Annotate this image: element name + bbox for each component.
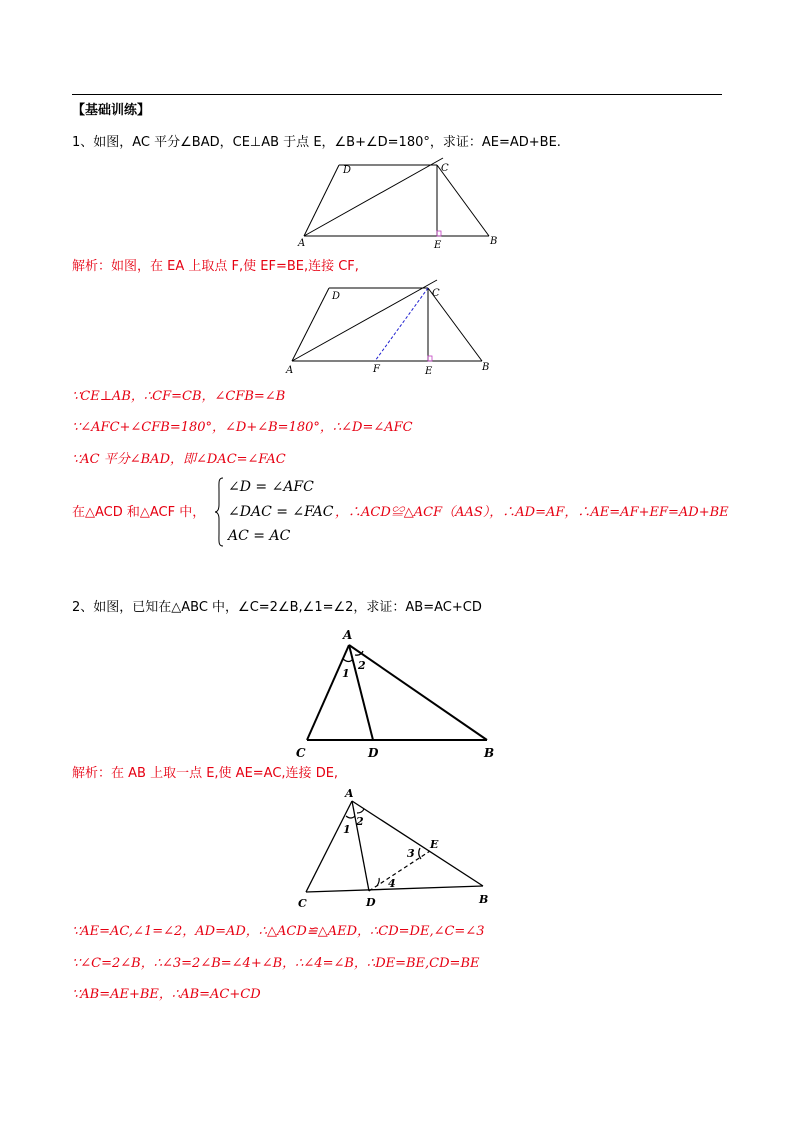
q1-system-prefix: 在△ACD 和△ACF 中，: [72, 505, 206, 520]
q2-fig2-label-c: C: [298, 897, 307, 910]
q1-prompt: 1、如图，AC 平分∠BAD，CE⊥AB 于点 E，∠B+∠D=180°，求证：AE=AD+BE.: [72, 135, 561, 150]
q2-figure-2: [290, 785, 500, 910]
q1-fig1-label-c: C: [441, 163, 449, 174]
q2-step-2: ∵∠C=2∠B，∴∠3=2∠B=∠4+∠B，∴∠4=∠B，∴DE=BE,CD=BE: [72, 956, 480, 971]
q1-fig2-segment-ad: [292, 288, 329, 361]
q2-fig2-angle-arc-1: [346, 816, 355, 818]
section-title: 【基础训练】: [72, 103, 151, 118]
q2-fig1-label-a: A: [343, 628, 353, 642]
q2-fig2-label-e: E: [430, 838, 439, 851]
q2-fig1-label-d: D: [368, 746, 379, 760]
q1-system-line-2: ∠DAC = ∠FAC: [228, 504, 334, 520]
q2-figure-1: [290, 625, 505, 765]
q2-fig2-label-1: 1: [343, 823, 351, 836]
q1-fig1-label-e: E: [434, 240, 442, 250]
q1-system-brace: [214, 477, 224, 547]
q2-prompt: 2、如图，已知在△ABC 中，∠C=2∠B,∠1=∠2，求证：AB=AC+CD: [72, 600, 482, 615]
q2-fig1-angle-arc-1: [343, 659, 353, 662]
q1-fig2-segment-cf: [375, 288, 428, 361]
q1-fig2-label-b: B: [482, 362, 490, 373]
q2-fig2-label-3: 3: [407, 847, 415, 860]
q2-fig1-label-c: C: [296, 746, 306, 760]
q1-fig2-label-e: E: [425, 366, 433, 377]
q1-fig1-label-d: D: [343, 165, 352, 176]
q1-fig1-segment-cb: [437, 165, 489, 236]
q1-figure-1: [290, 155, 510, 250]
q1-system-line-1: ∠D = ∠AFC: [228, 479, 314, 495]
q1-fig1-label-a: A: [298, 238, 306, 249]
q2-step-3: ∵AB=AE+BE，∴AB=AC+CD: [72, 987, 261, 1002]
q1-step-2: ∵∠AFC+∠CFB=180°，∠D+∠B=180°，∴∠D=∠AFC: [72, 420, 413, 435]
q1-step-1: ∵CE⊥AB，∴CF=CB，∠CFB=∠B: [72, 389, 286, 404]
q2-fig2-angle-arc-2: [357, 809, 364, 813]
q1-fig2-label-c: C: [432, 288, 440, 299]
q2-fig1-label-2: 2: [358, 659, 366, 672]
q2-step-1: ∵AE=AC,∠1=∠2，AD=AD，∴△ACD≌△AED，∴CD=DE,∠C=∠3: [72, 924, 485, 939]
q1-fig2-right-angle-mark: [428, 356, 432, 361]
q2-fig2-angle-arc-3: [419, 848, 421, 859]
q1-fig2-segment-ac: [292, 280, 437, 361]
q2-fig1-label-b: B: [484, 746, 495, 760]
q2-fig2-label-b: B: [479, 893, 489, 906]
q1-system-conclusion: ，∴ACD≌△ACF（AAS），∴AD=AF，∴AE=AF+EF=AD+BE: [335, 505, 729, 520]
q1-fig2-label-d: D: [332, 291, 341, 302]
q2-fig1-segment-ac: [307, 645, 349, 740]
q2-fig2-angle-arc-4: [377, 878, 379, 886]
q2-fig2-label-2: 2: [356, 815, 364, 828]
q1-fig1-right-angle-mark: [437, 231, 441, 236]
q1-fig2-label-a: A: [286, 365, 294, 376]
q1-system-line-3: AC = AC: [228, 528, 291, 544]
q1-fig1-segment-ac: [304, 158, 443, 236]
q2-fig2-segment-ab: [352, 801, 483, 886]
header-rule: [72, 94, 722, 95]
q1-fig1-segment-ad: [304, 165, 339, 236]
q2-fig1-label-1: 1: [342, 667, 350, 680]
q2-analysis: 解析：在 AB 上取一点 E,使 AE=AC,连接 DE,: [72, 766, 339, 781]
q2-fig2-label-a: A: [345, 787, 354, 800]
q1-fig2-label-f: F: [373, 364, 380, 375]
q1-fig1-label-b: B: [490, 236, 498, 247]
q2-fig2-segment-ac: [306, 801, 352, 892]
q2-fig2-label-4: 4: [388, 877, 396, 890]
q1-analysis: 解析：如图，在 EA 上取点 F,使 EF=BE,连接 CF,: [72, 259, 359, 274]
q1-figure-2: [285, 278, 500, 378]
q1-step-3: ∵AC 平分∠BAD，即∠DAC=∠FAC: [72, 452, 286, 467]
q2-fig2-label-d: D: [366, 896, 376, 909]
